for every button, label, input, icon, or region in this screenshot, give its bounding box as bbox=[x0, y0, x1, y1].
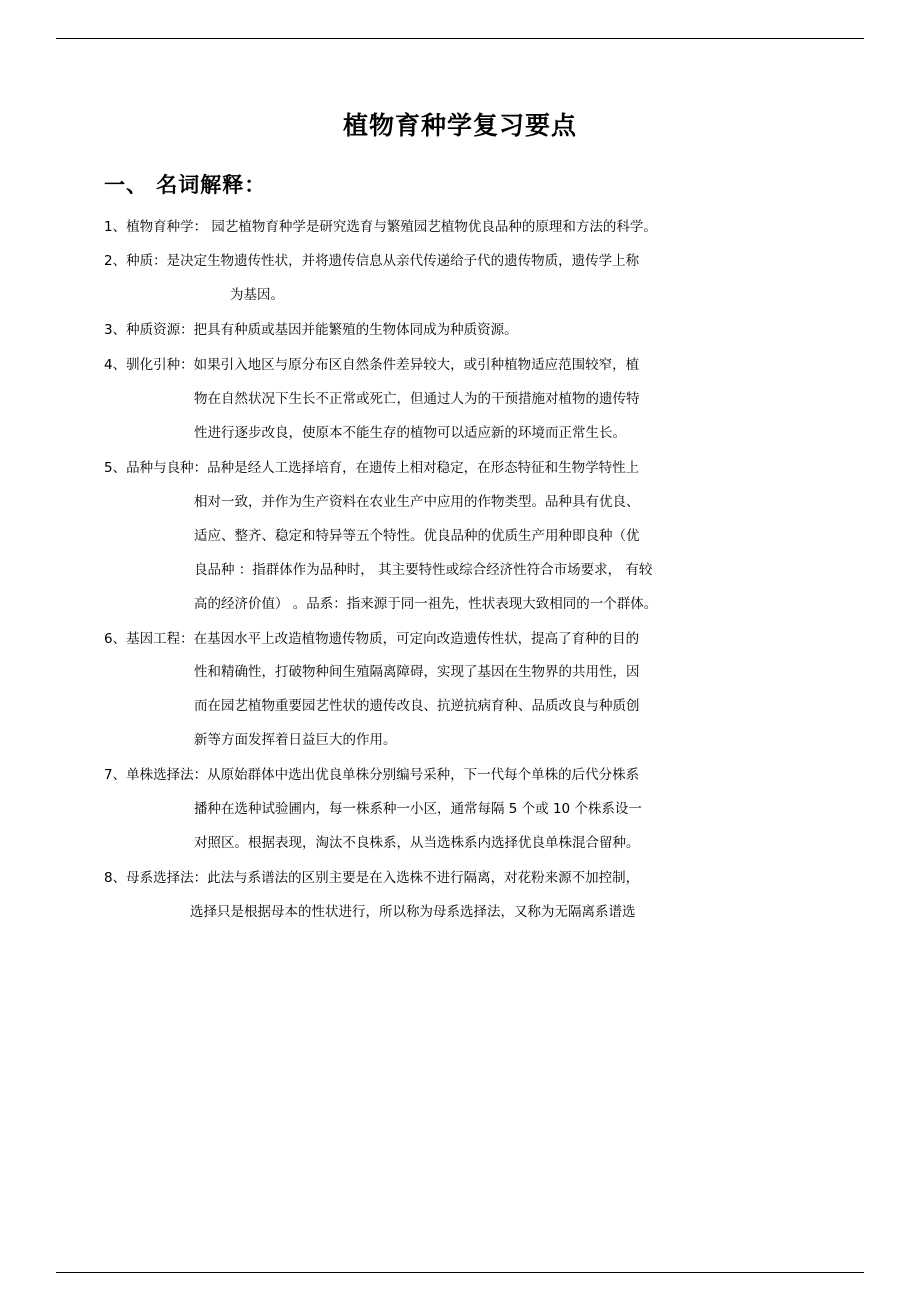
definition-continuation-line: 新等方面发挥着日益巨大的作用。 bbox=[194, 732, 397, 749]
definition-term-line: 7、单株选择法：从原始群体中选出优良单株分别编号采种，下一代每个单株的后代分株系 bbox=[104, 767, 640, 784]
definition-continuation-line: 对照区。根据表现，淘汰不良株系，从当选株系内选择优良单株混合留种。 bbox=[194, 835, 640, 852]
definition-entry bbox=[104, 629, 816, 752]
definition-continuation-line: 性和精确性，打破物种间生殖隔离障碍，实现了基因在生物界的共用性，因 bbox=[194, 664, 640, 681]
definition-continuation-line: 物在自然状况下生长不正常或死亡，但通过人为的干预措施对植物的遗传特 bbox=[194, 391, 640, 408]
header-divider bbox=[56, 38, 864, 39]
definition-entry bbox=[104, 355, 816, 444]
definition-term-line: 1、植物育种学： 园艺植物育种学是研究选育与繁殖园艺植物优良品种的原理和方法的科学。 bbox=[104, 218, 657, 235]
definition-continuation-line: 适应、整齐、稳定和特异等五个特性。优良品种的优质生产用种即良种（优 bbox=[194, 527, 640, 544]
definition-continuation-line: 高的经济价值） 。品系：指来源于同一祖先，性状表现大致相同的一个群体。 bbox=[194, 595, 658, 612]
definition-term-line: 8、母系选择法：此法与系谱法的区别主要是在入选株不进行隔离，对花粉来源不加控制， bbox=[104, 870, 640, 887]
definition-entry bbox=[104, 217, 816, 238]
definition-continuation-line: 而在园艺植物重要园艺性状的遗传改良、抗逆抗病育种、品质改良与种质创 bbox=[194, 698, 640, 715]
definition-entry bbox=[104, 320, 816, 341]
definition-term-line: 5、品种与良种：品种是经人工选择培育，在遗传上相对稳定，在形态特征和生物学特性上 bbox=[104, 459, 640, 476]
definition-continuation-line: 良品种 ：指群体作为品种时， 其主要特性或综合经济性符合市场要求， 有较 bbox=[194, 561, 653, 578]
definition-term-line: 6、基因工程：在基因水平上改造植物遗传物质，可定向改造遗传性状，提高了育种的目的 bbox=[104, 630, 640, 647]
definition-continuation-line: 性进行逐步改良，使原本不能生存的植物可以适应新的环境而正常生长。 bbox=[194, 425, 626, 442]
definition-continuation-line: 播种在选种试验圃内，每一株系种一小区，通常每隔 5 个或 10 个株系设一 bbox=[194, 801, 642, 818]
definition-entry bbox=[104, 251, 816, 306]
page-title: 植物育种学复习要点 bbox=[342, 111, 577, 140]
definition-continuation-line: 为基因。 bbox=[230, 287, 284, 304]
definition-continuation-line: 相对一致，并作为生产资料在农业生产中应用的作物类型。品种具有优良、 bbox=[194, 493, 640, 510]
definition-entry bbox=[104, 765, 816, 854]
footer-divider bbox=[56, 1272, 864, 1273]
definition-list bbox=[104, 217, 816, 923]
definition-term-line: 3、种质资源：把具有种质或基因并能繁殖的生物体同成为种质资源。 bbox=[104, 322, 518, 339]
definition-term-line: 4、驯化引种：如果引入地区与原分布区自然条件差异较大，或引种植物适应范围较窄，植 bbox=[104, 357, 640, 374]
definition-entry bbox=[104, 458, 816, 615]
definition-continuation-line: 选择只是根据母本的性状进行，所以称为母系选择法，又称为无隔离系谱选 bbox=[190, 903, 636, 920]
section-heading-terms: 一、 名词解释： bbox=[104, 172, 267, 197]
definition-entry bbox=[104, 868, 816, 923]
definition-term-line: 2、种质：是决定生物遗传性状，并将遗传信息从亲代传递给子代的遗传物质，遗传学上称 bbox=[104, 253, 640, 270]
document-content bbox=[104, 110, 816, 937]
